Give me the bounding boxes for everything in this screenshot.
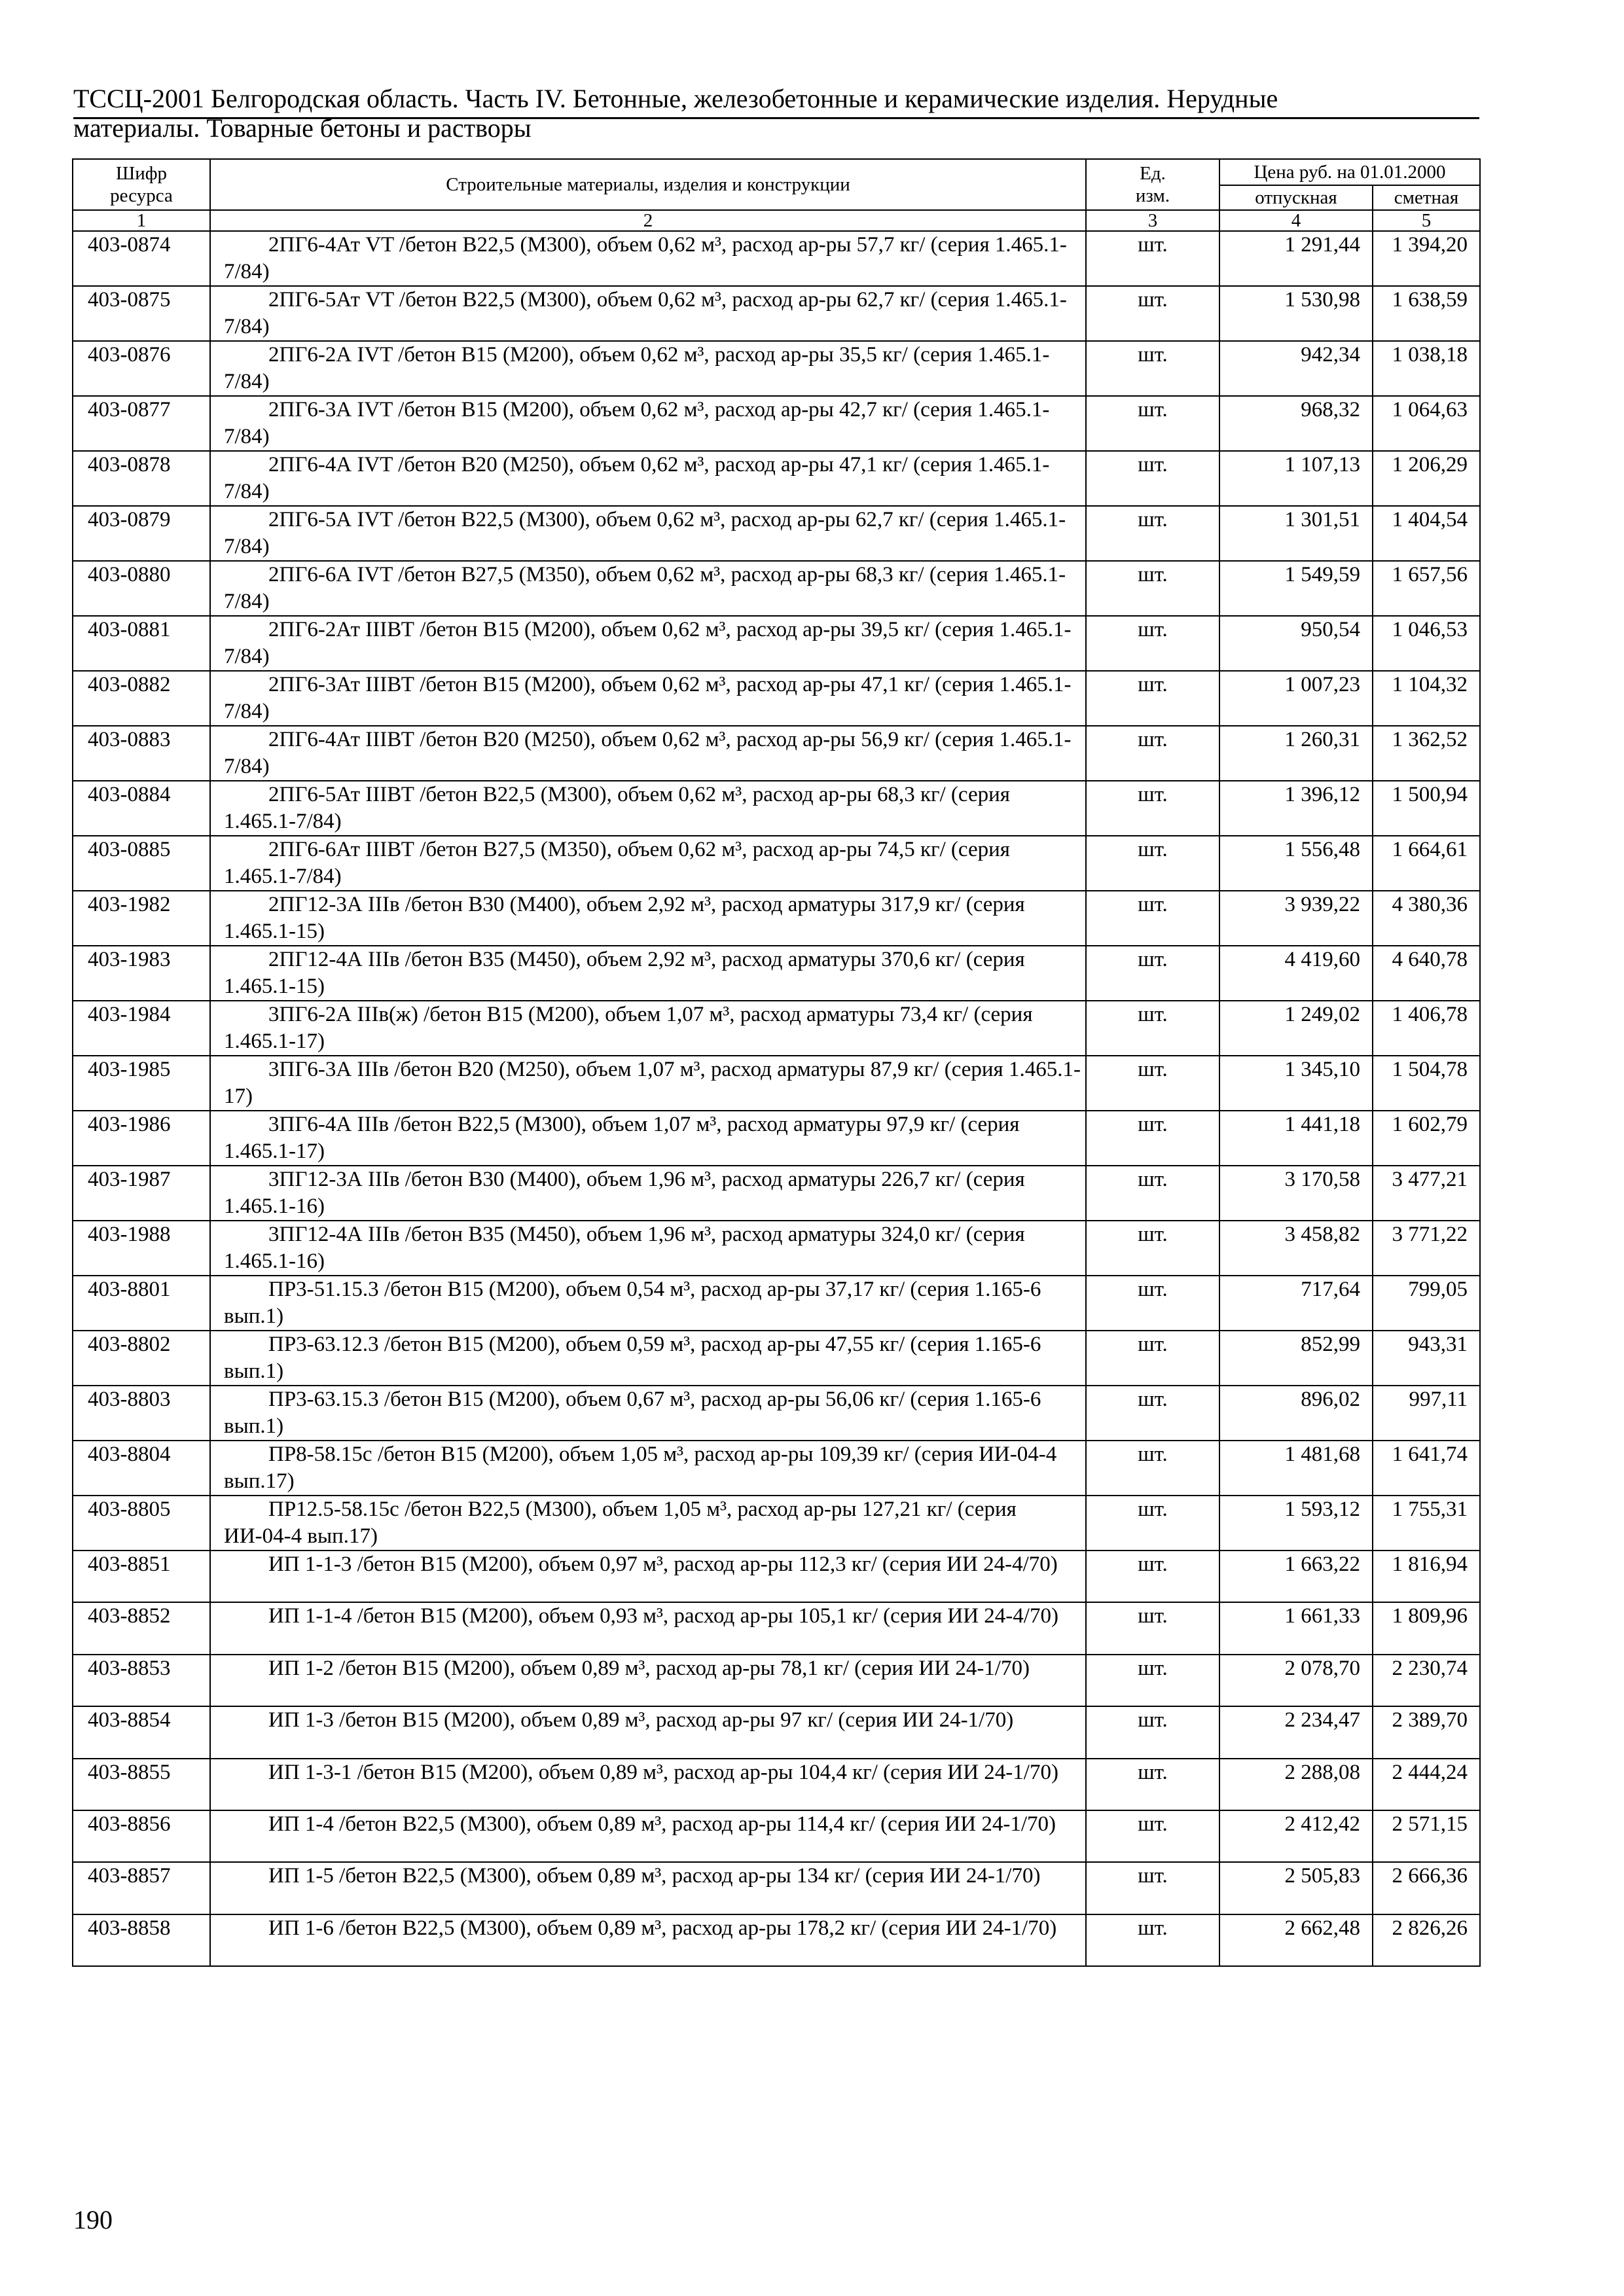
release-price-cell: 896,02: [1219, 1386, 1373, 1441]
material-name-cell: ИП 1-3 /бетон В15 (М200), объем 0,89 м³, расход ар-ры 97 кг/ (серия ИИ 24-1/70): [210, 1706, 1086, 1758]
estimate-price-cell: 3 477,21: [1373, 1166, 1480, 1221]
table-row: [73, 1386, 1480, 1441]
resource-code-cell: 403-0884: [73, 781, 210, 836]
estimate-price-cell: 1 500,94: [1373, 781, 1480, 836]
table-row: [73, 1862, 1480, 1914]
release-price-cell: 1 291,44: [1219, 231, 1373, 286]
table-row: [73, 726, 1480, 781]
table-row: [73, 1111, 1480, 1166]
unit-cell: шт.: [1086, 1602, 1219, 1654]
material-name-cell: 2ПГ6-5Ат VT /бетон В22,5 (М300), объем 0,62 м³, расход ар-ры 62,7 кг/ (серия 1.465.1-7/84): [210, 286, 1086, 341]
resource-code-cell: 403-1984: [73, 1001, 210, 1056]
release-price-cell: 717,64: [1219, 1276, 1373, 1331]
unit-cell: шт.: [1086, 1386, 1219, 1441]
material-name-cell: 2ПГ6-5Ат IIIВТ /бетон В22,5 (М300), объем 0,62 м³, расход ар-ры 68,3 кг/ (серия 1.465.1-7/84): [210, 781, 1086, 836]
release-price-cell: 1 260,31: [1219, 726, 1373, 781]
unit-cell: шт.: [1086, 231, 1219, 286]
material-name-cell: 2ПГ6-5А IVT /бетон В22,5 (М300), объем 0,62 м³, расход ар-ры 62,7 кг/ (серия 1.465.1-7/84): [210, 506, 1086, 561]
release-price-cell: 1 107,13: [1219, 451, 1373, 506]
release-price-cell: 3 458,82: [1219, 1221, 1373, 1276]
table-row: [73, 1914, 1480, 1966]
material-name-cell: ПР3-63.12.3 /бетон В15 (М200), объем 0,59 м³, расход ар-ры 47,55 кг/ (серия 1.165-6 вып.1): [210, 1331, 1086, 1386]
estimate-price-cell: 4 380,36: [1373, 891, 1480, 946]
table-row: [73, 1602, 1480, 1654]
material-name-cell: 2ПГ6-2Ат IIIВТ /бетон В15 (М200), объем 0,62 м³, расход ар-ры 39,5 кг/ (серия 1.465.1-7/84): [210, 616, 1086, 671]
unit-cell: шт.: [1086, 1706, 1219, 1758]
unit-cell: шт.: [1086, 616, 1219, 671]
unit-cell: шт.: [1086, 891, 1219, 946]
resource-code-cell: 403-8857: [73, 1862, 210, 1914]
unit-cell: шт.: [1086, 1001, 1219, 1056]
resource-code-cell: 403-8854: [73, 1706, 210, 1758]
table-row: [73, 1166, 1480, 1221]
resource-code-cell: 403-8805: [73, 1496, 210, 1551]
header-unit-line-1: Ед.: [1140, 163, 1166, 184]
release-price-cell: 1 593,12: [1219, 1496, 1373, 1551]
material-name-cell: 2ПГ6-3А IVT /бетон В15 (М200), объем 0,62 м³, расход ар-ры 42,7 кг/ (серия 1.465.1-7/84): [210, 396, 1086, 451]
resource-code-cell: 403-8853: [73, 1655, 210, 1706]
page-header: [73, 84, 1479, 143]
table-row: [73, 451, 1480, 506]
header-code-line-1: Шифр: [115, 163, 168, 184]
release-price-cell: 2 078,70: [1219, 1655, 1373, 1706]
estimate-price-cell: 1 064,63: [1373, 396, 1480, 451]
table-row: [73, 1056, 1480, 1111]
table-row: [73, 341, 1480, 396]
material-name-cell: 3ПГ12-4А IIIв /бетон В35 (М450), объем 1,96 м³, расход арматуры 324,0 кг/ (серия 1.465.1-16): [210, 1221, 1086, 1276]
estimate-price-cell: 2 571,15: [1373, 1810, 1480, 1862]
release-price-cell: 950,54: [1219, 616, 1373, 671]
estimate-price-cell: 943,31: [1373, 1331, 1480, 1386]
unit-cell: шт.: [1086, 1914, 1219, 1966]
estimate-price-cell: 1 755,31: [1373, 1496, 1480, 1551]
unit-cell: шт.: [1086, 396, 1219, 451]
release-price-cell: 1 396,12: [1219, 781, 1373, 836]
table-row: [73, 286, 1480, 341]
release-price-cell: 1 345,10: [1219, 1056, 1373, 1111]
release-price-cell: 1 556,48: [1219, 836, 1373, 891]
estimate-price-cell: 1 638,59: [1373, 286, 1480, 341]
resource-code-cell: 403-0878: [73, 451, 210, 506]
resource-code-cell: 403-1982: [73, 891, 210, 946]
material-name-cell: 2ПГ6-6А IVT /бетон В27,5 (М350), объем 0,62 м³, расход ар-ры 68,3 кг/ (серия 1.465.1-7/84): [210, 561, 1086, 616]
estimate-price-cell: 799,05: [1373, 1276, 1480, 1331]
estimate-price-cell: 1 816,94: [1373, 1551, 1480, 1602]
material-name-cell: ИП 1-1-3 /бетон В15 (М200), объем 0,97 м³, расход ар-ры 112,3 кг/ (серия ИИ 24-4/70): [210, 1551, 1086, 1602]
column-number: 3: [1086, 210, 1219, 231]
unit-cell: шт.: [1086, 286, 1219, 341]
header-release-price: отпускная: [1219, 185, 1373, 210]
header-name: Строительные материалы, изделия и конструкции: [210, 159, 1086, 210]
unit-cell: шт.: [1086, 1276, 1219, 1331]
unit-cell: шт.: [1086, 451, 1219, 506]
unit-cell: шт.: [1086, 1331, 1219, 1386]
resource-code-cell: 403-1987: [73, 1166, 210, 1221]
estimate-price-cell: 1 657,56: [1373, 561, 1480, 616]
table-row: [73, 781, 1480, 836]
material-name-cell: ИП 1-3-1 /бетон В15 (М200), объем 0,89 м³, расход ар-ры 104,4 кг/ (серия ИИ 24-1/70): [210, 1759, 1086, 1810]
table-row: [73, 1221, 1480, 1276]
release-price-cell: 1 663,22: [1219, 1551, 1373, 1602]
resource-code-cell: 403-0877: [73, 396, 210, 451]
table-row: [73, 1441, 1480, 1496]
release-price-cell: 1 549,59: [1219, 561, 1373, 616]
resource-code-cell: 403-0874: [73, 231, 210, 286]
release-price-cell: 2 234,47: [1219, 1706, 1373, 1758]
release-price-cell: 1 530,98: [1219, 286, 1373, 341]
table-row: [73, 506, 1480, 561]
resource-code-cell: 403-8856: [73, 1810, 210, 1862]
estimate-price-cell: 1 664,61: [1373, 836, 1480, 891]
unit-cell: шт.: [1086, 1441, 1219, 1496]
unit-cell: шт.: [1086, 1810, 1219, 1862]
material-name-cell: ПР3-63.15.3 /бетон В15 (М200), объем 0,67 м³, расход ар-ры 56,06 кг/ (серия 1.165-6 вып.1): [210, 1386, 1086, 1441]
estimate-price-cell: 1 394,20: [1373, 231, 1480, 286]
release-price-cell: 1 661,33: [1219, 1602, 1373, 1654]
estimate-price-cell: 2 826,26: [1373, 1914, 1480, 1966]
header-code: [73, 159, 210, 210]
material-name-cell: ПР12.5-58.15с /бетон В22,5 (М300), объем 1,05 м³, расход ар-ры 127,21 кг/ (серия ИИ-04-4 вып.17): [210, 1496, 1086, 1551]
material-name-cell: ИП 1-4 /бетон В22,5 (М300), объем 0,89 м³, расход ар-ры 114,4 кг/ (серия ИИ 24-1/70): [210, 1810, 1086, 1862]
table-row: [73, 561, 1480, 616]
unit-cell: шт.: [1086, 781, 1219, 836]
unit-cell: шт.: [1086, 1056, 1219, 1111]
estimate-price-cell: 2 389,70: [1373, 1706, 1480, 1758]
estimate-price-cell: 1 206,29: [1373, 451, 1480, 506]
resource-code-cell: 403-0879: [73, 506, 210, 561]
unit-cell: шт.: [1086, 341, 1219, 396]
column-number: 1: [73, 210, 210, 231]
unit-cell: шт.: [1086, 726, 1219, 781]
resource-code-cell: 403-1983: [73, 946, 210, 1001]
estimate-price-cell: 1 046,53: [1373, 616, 1480, 671]
material-name-cell: ИП 1-6 /бетон В22,5 (М300), объем 0,89 м³, расход ар-ры 178,2 кг/ (серия ИИ 24-1/70): [210, 1914, 1086, 1966]
material-name-cell: ИП 1-2 /бетон В15 (М200), объем 0,89 м³, расход ар-ры 78,1 кг/ (серия ИИ 24-1/70): [210, 1655, 1086, 1706]
release-price-cell: 852,99: [1219, 1331, 1373, 1386]
estimate-price-cell: 1 809,96: [1373, 1602, 1480, 1654]
resource-code-cell: 403-0882: [73, 671, 210, 726]
release-price-cell: 2 662,48: [1219, 1914, 1373, 1966]
resource-code-cell: 403-8802: [73, 1331, 210, 1386]
estimate-price-cell: 3 771,22: [1373, 1221, 1480, 1276]
estimate-price-cell: 1 406,78: [1373, 1001, 1480, 1056]
resource-code-cell: 403-8855: [73, 1759, 210, 1810]
estimate-price-cell: 1 038,18: [1373, 341, 1480, 396]
release-price-cell: 4 419,60: [1219, 946, 1373, 1001]
material-name-cell: ИП 1-1-4 /бетон В15 (М200), объем 0,93 м³, расход ар-ры 105,1 кг/ (серия ИИ 24-4/70): [210, 1602, 1086, 1654]
column-number: 5: [1373, 210, 1480, 231]
unit-cell: шт.: [1086, 1221, 1219, 1276]
resource-code-cell: 403-8858: [73, 1914, 210, 1966]
resource-code-cell: 403-0876: [73, 341, 210, 396]
table-row: [73, 946, 1480, 1001]
material-name-cell: ПР8-58.15с /бетон В15 (М200), объем 1,05 м³, расход ар-ры 109,39 кг/ (серия ИИ-04-4 вып.17): [210, 1441, 1086, 1496]
release-price-cell: 1 441,18: [1219, 1111, 1373, 1166]
unit-cell: шт.: [1086, 506, 1219, 561]
release-price-cell: 2 288,08: [1219, 1759, 1373, 1810]
unit-cell: шт.: [1086, 671, 1219, 726]
estimate-price-cell: 1 104,32: [1373, 671, 1480, 726]
material-name-cell: 3ПГ6-4А IIIв /бетон В22,5 (М300), объем 1,07 м³, расход арматуры 97,9 кг/ (серия 1.465.1-17): [210, 1111, 1086, 1166]
table-row: [73, 396, 1480, 451]
estimate-price-cell: 1 641,74: [1373, 1441, 1480, 1496]
estimate-price-cell: 1 362,52: [1373, 726, 1480, 781]
table-row: [73, 616, 1480, 671]
estimate-price-cell: 2 666,36: [1373, 1862, 1480, 1914]
estimate-price-cell: 997,11: [1373, 1386, 1480, 1441]
unit-cell: шт.: [1086, 1759, 1219, 1810]
page-number: 190: [73, 2205, 113, 2234]
column-number: 2: [210, 210, 1086, 231]
header-estimate-price: сметная: [1373, 185, 1480, 210]
material-name-cell: 2ПГ6-3Ат IIIВТ /бетон В15 (М200), объем 0,62 м³, расход ар-ры 47,1 кг/ (серия 1.465.1-7/84): [210, 671, 1086, 726]
table-row: [73, 891, 1480, 946]
header-price: Цена руб. на 01.01.2000: [1219, 159, 1480, 185]
header-title-line-1: ТССЦ-2001 Белгородская область. Часть IV. Бетонные, железобетонные и керамические изделия. Нерудные: [73, 84, 1278, 113]
resource-code-cell: 403-0883: [73, 726, 210, 781]
table-row: [73, 671, 1480, 726]
unit-cell: шт.: [1086, 561, 1219, 616]
unit-cell: шт.: [1086, 1551, 1219, 1602]
table-header: [73, 159, 1480, 231]
material-name-cell: 3ПГ6-3А IIIв /бетон В20 (М250), объем 1,07 м³, расход арматуры 87,9 кг/ (серия 1.465.1-17): [210, 1056, 1086, 1111]
material-name-cell: 2ПГ6-4Ат VT /бетон В22,5 (М300), объем 0,62 м³, расход ар-ры 57,7 кг/ (серия 1.465.1-7/84): [210, 231, 1086, 286]
release-price-cell: 1 007,23: [1219, 671, 1373, 726]
unit-cell: шт.: [1086, 836, 1219, 891]
material-name-cell: 2ПГ6-2А IVT /бетон В15 (М200), объем 0,62 м³, расход ар-ры 35,5 кг/ (серия 1.465.1-7/84): [210, 341, 1086, 396]
table-row: [73, 1810, 1480, 1862]
table-row: [73, 1706, 1480, 1758]
price-table: [72, 158, 1481, 1967]
material-name-cell: 2ПГ12-4А IIIв /бетон В35 (М450), объем 2,92 м³, расход арматуры 370,6 кг/ (серия 1.465.1-15): [210, 946, 1086, 1001]
table-row: [73, 1759, 1480, 1810]
estimate-price-cell: 4 640,78: [1373, 946, 1480, 1001]
column-number: 4: [1219, 210, 1373, 231]
table-row: [73, 231, 1480, 286]
resource-code-cell: 403-8803: [73, 1386, 210, 1441]
unit-cell: шт.: [1086, 1496, 1219, 1551]
resource-code-cell: 403-0875: [73, 286, 210, 341]
table-row: [73, 1331, 1480, 1386]
material-name-cell: 3ПГ12-3А IIIв /бетон В30 (М400), объем 1,96 м³, расход арматуры 226,7 кг/ (серия 1.465.1-16): [210, 1166, 1086, 1221]
header-unit: [1086, 159, 1219, 210]
estimate-price-cell: 1 404,54: [1373, 506, 1480, 561]
release-price-cell: 1 249,02: [1219, 1001, 1373, 1056]
resource-code-cell: 403-0885: [73, 836, 210, 891]
header-code-line-2: ресурса: [110, 185, 173, 206]
material-name-cell: 2ПГ6-6Ат IIIВТ /бетон В27,5 (М350), объем 0,62 м³, расход ар-ры 74,5 кг/ (серия 1.465.1-7/84): [210, 836, 1086, 891]
release-price-cell: 3 939,22: [1219, 891, 1373, 946]
resource-code-cell: 403-0881: [73, 616, 210, 671]
resource-code-cell: 403-8852: [73, 1602, 210, 1654]
unit-cell: шт.: [1086, 1862, 1219, 1914]
estimate-price-cell: 2 444,24: [1373, 1759, 1480, 1810]
header-title-line-2: материалы. Товарные бетоны и растворы: [73, 113, 532, 143]
unit-cell: шт.: [1086, 1111, 1219, 1166]
material-name-cell: 2ПГ12-3А IIIв /бетон В30 (М400), объем 2,92 м³, расход арматуры 317,9 кг/ (серия 1.465.1-15): [210, 891, 1086, 946]
header-unit-line-2: изм.: [1135, 185, 1170, 206]
material-name-cell: ИП 1-5 /бетон В22,5 (М300), объем 0,89 м³, расход ар-ры 134 кг/ (серия ИИ 24-1/70): [210, 1862, 1086, 1914]
table-body: [73, 231, 1480, 1966]
release-price-cell: 2 505,83: [1219, 1862, 1373, 1914]
table-row: [73, 1655, 1480, 1706]
resource-code-cell: 403-1986: [73, 1111, 210, 1166]
resource-code-cell: 403-0880: [73, 561, 210, 616]
header-rule: [73, 117, 1479, 119]
release-price-cell: 1 301,51: [1219, 506, 1373, 561]
resource-code-cell: 403-8801: [73, 1276, 210, 1331]
material-name-cell: 2ПГ6-4А IVT /бетон В20 (М250), объем 0,62 м³, расход ар-ры 47,1 кг/ (серия 1.465.1-7/84): [210, 451, 1086, 506]
table-row: [73, 1551, 1480, 1602]
resource-code-cell: 403-8804: [73, 1441, 210, 1496]
unit-cell: шт.: [1086, 1166, 1219, 1221]
material-name-cell: ПР3-51.15.3 /бетон В15 (М200), объем 0,54 м³, расход ар-ры 37,17 кг/ (серия 1.165-6 вып.1): [210, 1276, 1086, 1331]
resource-code-cell: 403-1988: [73, 1221, 210, 1276]
resource-code-cell: 403-1985: [73, 1056, 210, 1111]
table-row: [73, 1496, 1480, 1551]
material-name-cell: 2ПГ6-4Ат IIIВТ /бетон В20 (М250), объем 0,62 м³, расход ар-ры 56,9 кг/ (серия 1.465.1-7/84): [210, 726, 1086, 781]
release-price-cell: 1 481,68: [1219, 1441, 1373, 1496]
release-price-cell: 968,32: [1219, 396, 1373, 451]
table-row: [73, 1001, 1480, 1056]
release-price-cell: 942,34: [1219, 341, 1373, 396]
material-name-cell: 3ПГ6-2А IIIв(ж) /бетон В15 (М200), объем 1,07 м³, расход арматуры 73,4 кг/ (серия 1.465.1-17): [210, 1001, 1086, 1056]
estimate-price-cell: 2 230,74: [1373, 1655, 1480, 1706]
estimate-price-cell: 1 504,78: [1373, 1056, 1480, 1111]
estimate-price-cell: 1 602,79: [1373, 1111, 1480, 1166]
release-price-cell: 2 412,42: [1219, 1810, 1373, 1862]
unit-cell: шт.: [1086, 1655, 1219, 1706]
release-price-cell: 3 170,58: [1219, 1166, 1373, 1221]
table-row: [73, 1276, 1480, 1331]
unit-cell: шт.: [1086, 946, 1219, 1001]
table-row: [73, 836, 1480, 891]
resource-code-cell: 403-8851: [73, 1551, 210, 1602]
